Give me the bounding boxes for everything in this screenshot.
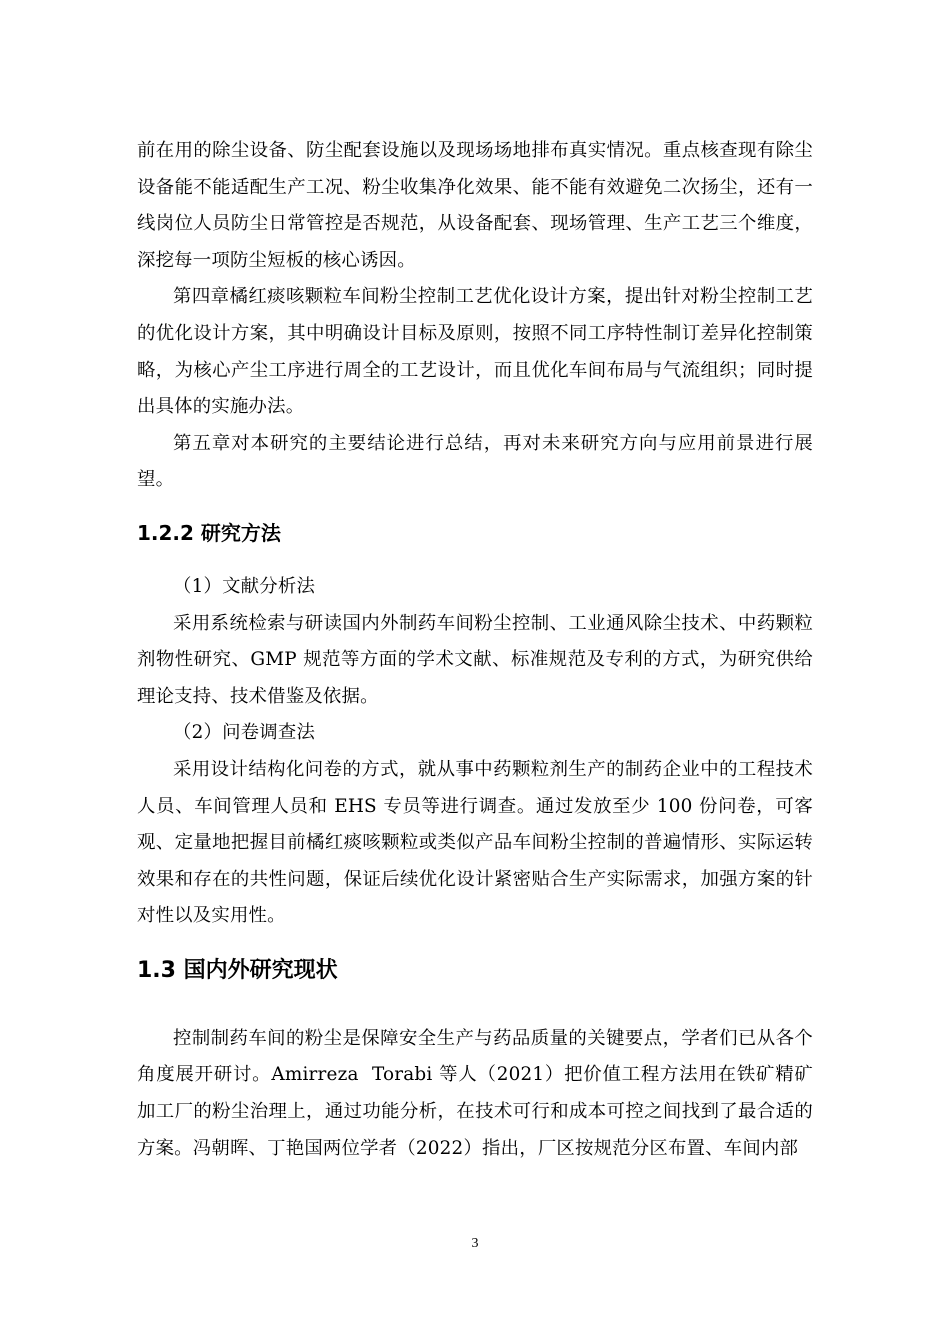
method-item-1-title: （1）文献分析法 (173, 575, 316, 597)
paragraph-chapter-four: 第四章橘红痰咳颗粒车间粉尘控制工艺优化设计方案，提出针对粉尘控制工艺的优化设计方案，其中明确设计目标及原则，按照不同工序特性制订差异化控制策略，为核心产尘工序进行周全的工艺设计，而且优化车间布局与气流组织；同时提出具体的实施办法。 (137, 286, 813, 418)
paragraph-continued: 前在用的除尘设备、防尘配套设施以及现场场地排布真实情况。重点核查现有除尘设备能不能适配生产工况、粉尘收集净化效果、能不能有效避免二次扬尘，还有一线岗位人员防尘日常管控是否规范，从设备配套、现场管理、生产工艺三个维度，深挖每一项防尘短板的核心诱因。 (137, 140, 813, 271)
section-heading-1-2-2: 1.2.2 研究方法 (137, 520, 281, 545)
research-status-paragraph: 控制制药车间的粉尘是保障安全生产与药品质量的关键要点，学者们已从各个角度展开研讨。Amirreza Torabi 等人（2021）把价值工程方法用在铁矿精矿加工厂的粉尘治理上，通过功能分析，在技术可行和成本可控之间找到了最合适的方案。冯朝晖、丁艳国两位学者（2022）指出，厂区按规范分区布置、车间内部 (137, 1027, 813, 1159)
section-heading-1-3: 1.3 国内外研究现状 (137, 957, 338, 983)
method-item-2-body: 采用设计结构化问卷的方式，就从事中药颗粒剂生产的制药企业中的工程技术人员、车间管理人员和 EHS 专员等进行调查。通过发放至少 100 份问卷，可客观、定量地把握目前橘红痰咳颗粒或类似产品车间粉尘控制的普遍情形、实际运转效果和存在的共性问题，保证后续优化设计紧密贴合生产实际需求，加强方案的针对性以及实用性。 (137, 758, 813, 927)
method-item-1-body: 采用系统检索与研读国内外制药车间粉尘控制、工业通风除尘技术、中药颗粒剂物性研究、GMP 规范等方面的学术文献、标准规范及专利的方式，为研究供给理论支持、技术借鉴及依据。 (137, 612, 813, 707)
page-content (137, 133, 813, 1167)
paragraph-chapter-five: 第五章对本研究的主要结论进行总结，再对未来研究方向与应用前景进行展望。 (137, 432, 813, 491)
page-number: 3 (471, 1236, 479, 1251)
method-item-2-title: （2）问卷调查法 (173, 722, 316, 744)
